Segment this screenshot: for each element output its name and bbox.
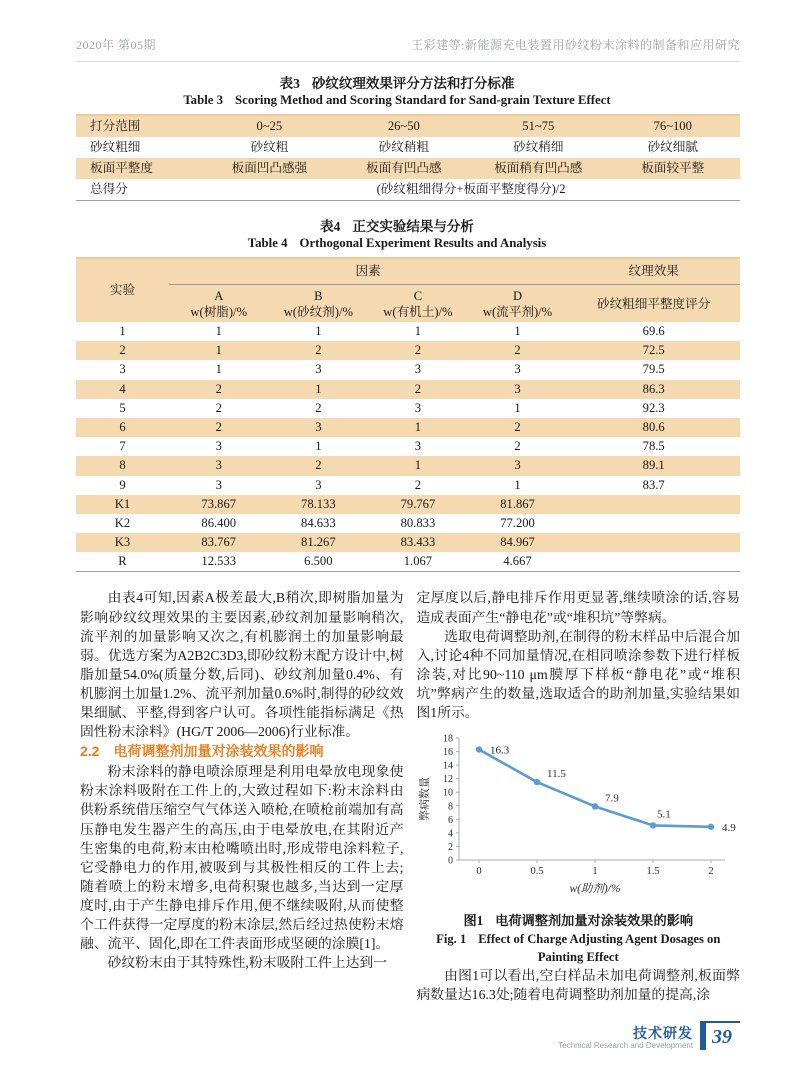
- table-cell: 实验: [109, 283, 136, 297]
- paragraph: 砂纹粉末由于其特殊性,粉末吸附工件上达到一: [107, 955, 387, 971]
- table-cell: 3: [315, 477, 322, 492]
- table-cell: 板面平整度: [90, 161, 153, 175]
- table-cell: 2: [315, 400, 322, 415]
- table-cell: 砂纹粗细: [90, 140, 141, 154]
- table4-caption-en: [0, 235, 794, 252]
- chart-text: 12: [442, 774, 453, 786]
- table-cell: 5: [119, 400, 126, 415]
- table-cell: 砂纹粗: [250, 140, 289, 154]
- table3-caption-cn: [0, 75, 794, 92]
- table-cell: 1: [119, 324, 126, 339]
- table-cell: 2: [414, 381, 422, 396]
- table-cell: 3: [315, 420, 322, 435]
- table-cell: 73.867: [201, 496, 237, 511]
- table-cell: 1: [514, 324, 521, 339]
- table-cell: (砂纹粗细得分+板面平整度得分)/2: [376, 182, 566, 196]
- figure1-caption-cn-text: 电荷调整剂加量对涂装效果的影响: [495, 913, 694, 929]
- table-cell: 80.833: [400, 515, 436, 530]
- article-title-label: 王彩建等:新能源充电装置用砂纹粉末涂料的制备和应用研究: [411, 38, 740, 52]
- table3-caption-en-prefix: Table 3: [183, 93, 224, 107]
- chart-text: 0: [475, 866, 482, 878]
- table-row: [76, 285, 740, 323]
- table-cell: 84.967: [500, 535, 535, 550]
- table3-caption-cn-prefix: 表3: [279, 76, 300, 91]
- table-cell: [567, 533, 740, 552]
- table-cell: 86.400: [201, 515, 237, 530]
- table-cell: 89.1: [642, 458, 665, 473]
- table-cell: 1: [514, 477, 521, 492]
- table4-caption-cn-prefix: 表4: [320, 219, 341, 234]
- section-number: 2.2: [80, 743, 100, 760]
- table-row: [76, 418, 740, 437]
- chart-text: 2: [447, 842, 453, 854]
- chart-text: 16: [442, 747, 453, 759]
- page-footer: [558, 1021, 740, 1051]
- table-cell: 4: [119, 381, 126, 396]
- table-cell: 81.267: [301, 535, 336, 550]
- table-cell: 26~50: [387, 119, 420, 133]
- table-cell: 2: [215, 420, 222, 435]
- chart-text: 1: [591, 866, 598, 878]
- table-cell: 9: [119, 477, 126, 492]
- table-cell: 78.133: [301, 496, 336, 511]
- table-cell: 板面较平整: [641, 161, 705, 175]
- table-cell: 1: [414, 420, 422, 435]
- table-row: [76, 322, 740, 341]
- table-cell: 板面稍有凹凸感: [494, 161, 583, 175]
- y-axis-title: 弊病数量: [418, 777, 431, 822]
- paragraph: 定厚度以后,静电排斥作用更显著,继续喷涂的话,容易造成表面产生“静电花”或“堆积坑”等弊病。: [416, 590, 740, 625]
- chart-text: 11.5: [546, 768, 566, 781]
- footer-section: [558, 1021, 693, 1051]
- table-cell: 80.6: [642, 420, 665, 435]
- chart-shape: [475, 746, 481, 752]
- table-cell: 0~25: [256, 119, 283, 133]
- chart-text: 14: [442, 760, 453, 772]
- table4-caption-en-prefix: Table 4: [247, 236, 288, 250]
- table-cell: K1: [114, 496, 131, 511]
- table-cell: 板面凹凸感强: [231, 161, 308, 175]
- table-cell: 3: [119, 362, 126, 377]
- table-cell: 砂纹粗细平整度评分: [596, 296, 711, 311]
- figure1-caption-en-line2: Painting Effect: [537, 950, 619, 965]
- chart-text: 4: [447, 828, 453, 840]
- table-cell: 92.3: [642, 400, 665, 415]
- table-cell: 1: [514, 400, 521, 415]
- table-cell: 3: [215, 439, 222, 454]
- table-cell: 纹理效果: [567, 258, 740, 285]
- table-cell: 1: [215, 324, 222, 339]
- table-cell: 2: [215, 400, 222, 415]
- chart-text: 10: [442, 787, 453, 799]
- table-cell: 51~75: [522, 119, 555, 133]
- table-cell: 1: [315, 324, 322, 339]
- table-row: [76, 456, 740, 475]
- table-cell: [567, 552, 740, 572]
- table-row: [76, 437, 740, 456]
- table-cell: 砂纹细腻: [647, 140, 698, 154]
- table-cell: 2: [119, 343, 126, 358]
- chart-shape: [533, 779, 539, 785]
- table-row: [76, 341, 740, 360]
- chart-shape: [649, 822, 655, 828]
- table-cell: 3: [215, 458, 222, 473]
- table4-caption-cn: [0, 218, 794, 235]
- left-column: [80, 588, 404, 1004]
- table-cell: 砂纹稍细: [513, 140, 564, 154]
- table-cell: 1: [315, 381, 322, 396]
- chart-shape: [479, 750, 711, 827]
- table-cell: 因素: [169, 258, 567, 285]
- chart-text: 0: [447, 855, 453, 867]
- table-row: [76, 360, 740, 379]
- issue-label: 2020年 第05期: [76, 38, 157, 52]
- table-row: [76, 533, 740, 552]
- table3-caption-en-text: Scoring Method and Scoring Standard for Sand-grain Texture Effect: [235, 93, 611, 107]
- table-cell: 2: [315, 458, 322, 473]
- table-cell: 3: [215, 477, 222, 492]
- table-cell: R: [118, 554, 127, 569]
- table-cell: 3: [514, 458, 521, 473]
- footer-section-cn: 技术研发: [633, 1025, 693, 1041]
- paragraph: 由图1可以看出,空白样品未加电荷调整剂,板面弊病数量达16.3处;随着电荷调整助剂加量的提高,涂: [416, 968, 740, 1003]
- table-cell: 72.5: [642, 343, 665, 358]
- table-cell: 8: [119, 458, 126, 473]
- table-cell: 打分范围: [90, 119, 141, 133]
- figure1-caption-en-text1: Effect of Charge Adjusting Agent Dosages on: [478, 932, 721, 947]
- paragraph: 选取电荷调整助剂,在制得的粉末样品中后混合加入,讨论4种不同加量情况,在相同喷涂参数下进行样板涂装,对比90~110 μm膜厚下样板“静电花”或“堆积坑”弊病产生的数量,选取适合的助剂加量,实验结果如图1所示。: [416, 628, 740, 720]
- table-cell: K3: [114, 535, 131, 550]
- table-cell: 4.667: [503, 554, 532, 569]
- scoring-standard-table: [76, 114, 740, 201]
- table-cell: 83.7: [642, 477, 665, 492]
- section-heading-2-2: [80, 742, 404, 761]
- chart-text: 4.9: [721, 821, 736, 834]
- chart-shape: [591, 803, 597, 809]
- table-cell: K2: [114, 515, 131, 530]
- table-cell: 12.533: [201, 554, 237, 569]
- table-cell: 1: [414, 324, 422, 339]
- table-cell: 83.767: [201, 535, 237, 550]
- table4-caption: [0, 218, 794, 252]
- table-cell: [567, 495, 740, 514]
- table-cell: 砂纹稍粗: [378, 140, 430, 154]
- figure1-caption: [417, 911, 741, 966]
- figure1-caption-en-prefix: Fig. 1: [436, 932, 467, 947]
- table-cell: 83.433: [400, 535, 436, 550]
- table-cell: 总得分: [90, 182, 128, 196]
- chart-text: 16.3: [489, 744, 509, 757]
- figure1-caption-cn: [417, 911, 741, 930]
- chart-text: 8: [447, 801, 453, 813]
- table-cell: B w(砂纹剂)/%: [283, 288, 353, 319]
- table-cell: 2: [414, 343, 422, 358]
- table-cell: 1: [215, 343, 222, 358]
- table-cell: 板面有凹凸感: [366, 161, 442, 175]
- page-number-block: [700, 1021, 740, 1050]
- paragraph: 粉末涂料的静电喷涂原理是利用电晕放电现象使粉末涂料吸附在工件上的,大致过程如下:粉末涂料由供粉系统借压缩空气气体送入喷枪,在喷枪前端加有高压静电发生器产生的高压,由于电晕放电,在其附近产生密集的电荷,粉末由枪嘴喷出时,形成带电涂料粒子,它受静电力的作用,被吸到与其极性相反的工件上去;随着喷上的粉末增多,电荷积聚也越多,当达到一定厚度时,由于产生静电排斥作用,便不继续吸附,从而使整个工件获得一定厚度的粉末涂层,然后经过热使粉末熔融、流平、固化,即在工件表面形成坚硬的涂膜[1]。: [80, 764, 404, 952]
- right-column: [417, 588, 741, 1004]
- table-cell: 3: [514, 362, 521, 377]
- chart-text: 1.5: [645, 866, 660, 878]
- table-cell: D w(流平剂)/%: [482, 288, 553, 319]
- table-cell: 2: [315, 343, 322, 358]
- table-row: [76, 137, 740, 158]
- section-title: 电荷调整剂加量对涂装效果的影响: [113, 743, 324, 760]
- line-chart: [417, 732, 739, 900]
- orthogonal-results-table: [76, 257, 740, 572]
- page-number: 39: [712, 1026, 732, 1048]
- table-cell: 3: [514, 381, 521, 396]
- table-cell: 3: [315, 362, 322, 377]
- figure1-caption-en-line1: [417, 930, 741, 948]
- table3-caption-en: [0, 92, 794, 109]
- table-cell: [567, 514, 740, 533]
- table-cell: 81.867: [500, 496, 535, 511]
- table-cell: 79.767: [400, 496, 436, 511]
- chart-text: 18: [442, 733, 453, 745]
- table-cell: 2: [514, 439, 521, 454]
- figure1-chart-block: [417, 732, 741, 966]
- table-cell: 84.633: [301, 515, 336, 530]
- table-cell: 78.5: [642, 439, 665, 454]
- table-cell: 76~100: [653, 119, 692, 133]
- table-cell: 7: [119, 439, 126, 454]
- chart-text: 2: [707, 866, 714, 878]
- chart-text: 6: [447, 814, 453, 826]
- table3-caption: [0, 75, 794, 109]
- table-cell: 2: [514, 343, 521, 358]
- footer-section-en: Technical Research and Development: [558, 1041, 693, 1050]
- table-cell: 1: [215, 362, 222, 377]
- table-cell: 6: [119, 420, 126, 435]
- table-row: [76, 495, 740, 514]
- x-axis-title: w(助剂)/%: [568, 883, 621, 896]
- table-cell: 69.6: [642, 324, 665, 339]
- table-cell: 77.200: [500, 515, 535, 530]
- table-cell: 3: [414, 400, 422, 415]
- table-cell: 1.067: [403, 554, 433, 569]
- table-row: [76, 115, 740, 137]
- chart-text: 5.1: [656, 808, 671, 821]
- chart-shape: [707, 824, 713, 830]
- table3-caption-cn-text: 砂纹纹理效果评分方法和打分标准: [311, 76, 515, 91]
- figure1-caption-cn-prefix: 图1: [463, 913, 484, 929]
- table-cell: A w(树脂)/%: [190, 288, 248, 319]
- table-cell: 1: [414, 458, 422, 473]
- paragraph: 由表4可知,因素A极差最大,B稍次,即树脂加量为影响砂纹纹理效果的主要因素,砂纹剂加量影响稍次,流平剂的加量影响又次之,有机膨润土的加量影响最弱。优选方案为A2B2C3D3,即砂纹粉末配方设计中,树脂加量54.0%(质量分数,后同)、砂纹剂加量0.4%、有机膨润土加量1.2%、流平剂加量0.6%时,制得的砂纹效果细腻、平整,得到客户认可。各项性能指标满足《热固性粉末涂料》(HG/T 2006—2006)行业标准。: [80, 590, 404, 740]
- table-row: [76, 258, 740, 285]
- table-cell: 3: [414, 439, 422, 454]
- table-row: [76, 158, 740, 179]
- table-row: [76, 380, 740, 399]
- table-row: [76, 179, 740, 201]
- table-cell: 1: [315, 439, 322, 454]
- table4-caption-en-text: Orthogonal Experiment Results and Analysis: [299, 236, 547, 250]
- table-row: [76, 552, 740, 572]
- chart-text: 7.9: [604, 792, 619, 805]
- table-row: [76, 476, 740, 495]
- table-cell: 79.5: [642, 362, 665, 377]
- table-cell: 86.3: [642, 381, 665, 396]
- table-cell: C w(有机土)/%: [383, 288, 453, 319]
- table-cell: 6.500: [304, 554, 333, 569]
- running-header: [76, 36, 740, 62]
- table-cell: 3: [414, 362, 422, 377]
- table-row: [76, 514, 740, 533]
- table-cell: 2: [414, 477, 422, 492]
- chart-text: 0.5: [529, 866, 544, 878]
- table4-caption-cn-text: 正交实验结果与分析: [352, 219, 474, 234]
- table-cell: 2: [514, 420, 521, 435]
- table-cell: 2: [215, 381, 222, 396]
- table-row: [76, 399, 740, 418]
- body-columns: [80, 588, 740, 1004]
